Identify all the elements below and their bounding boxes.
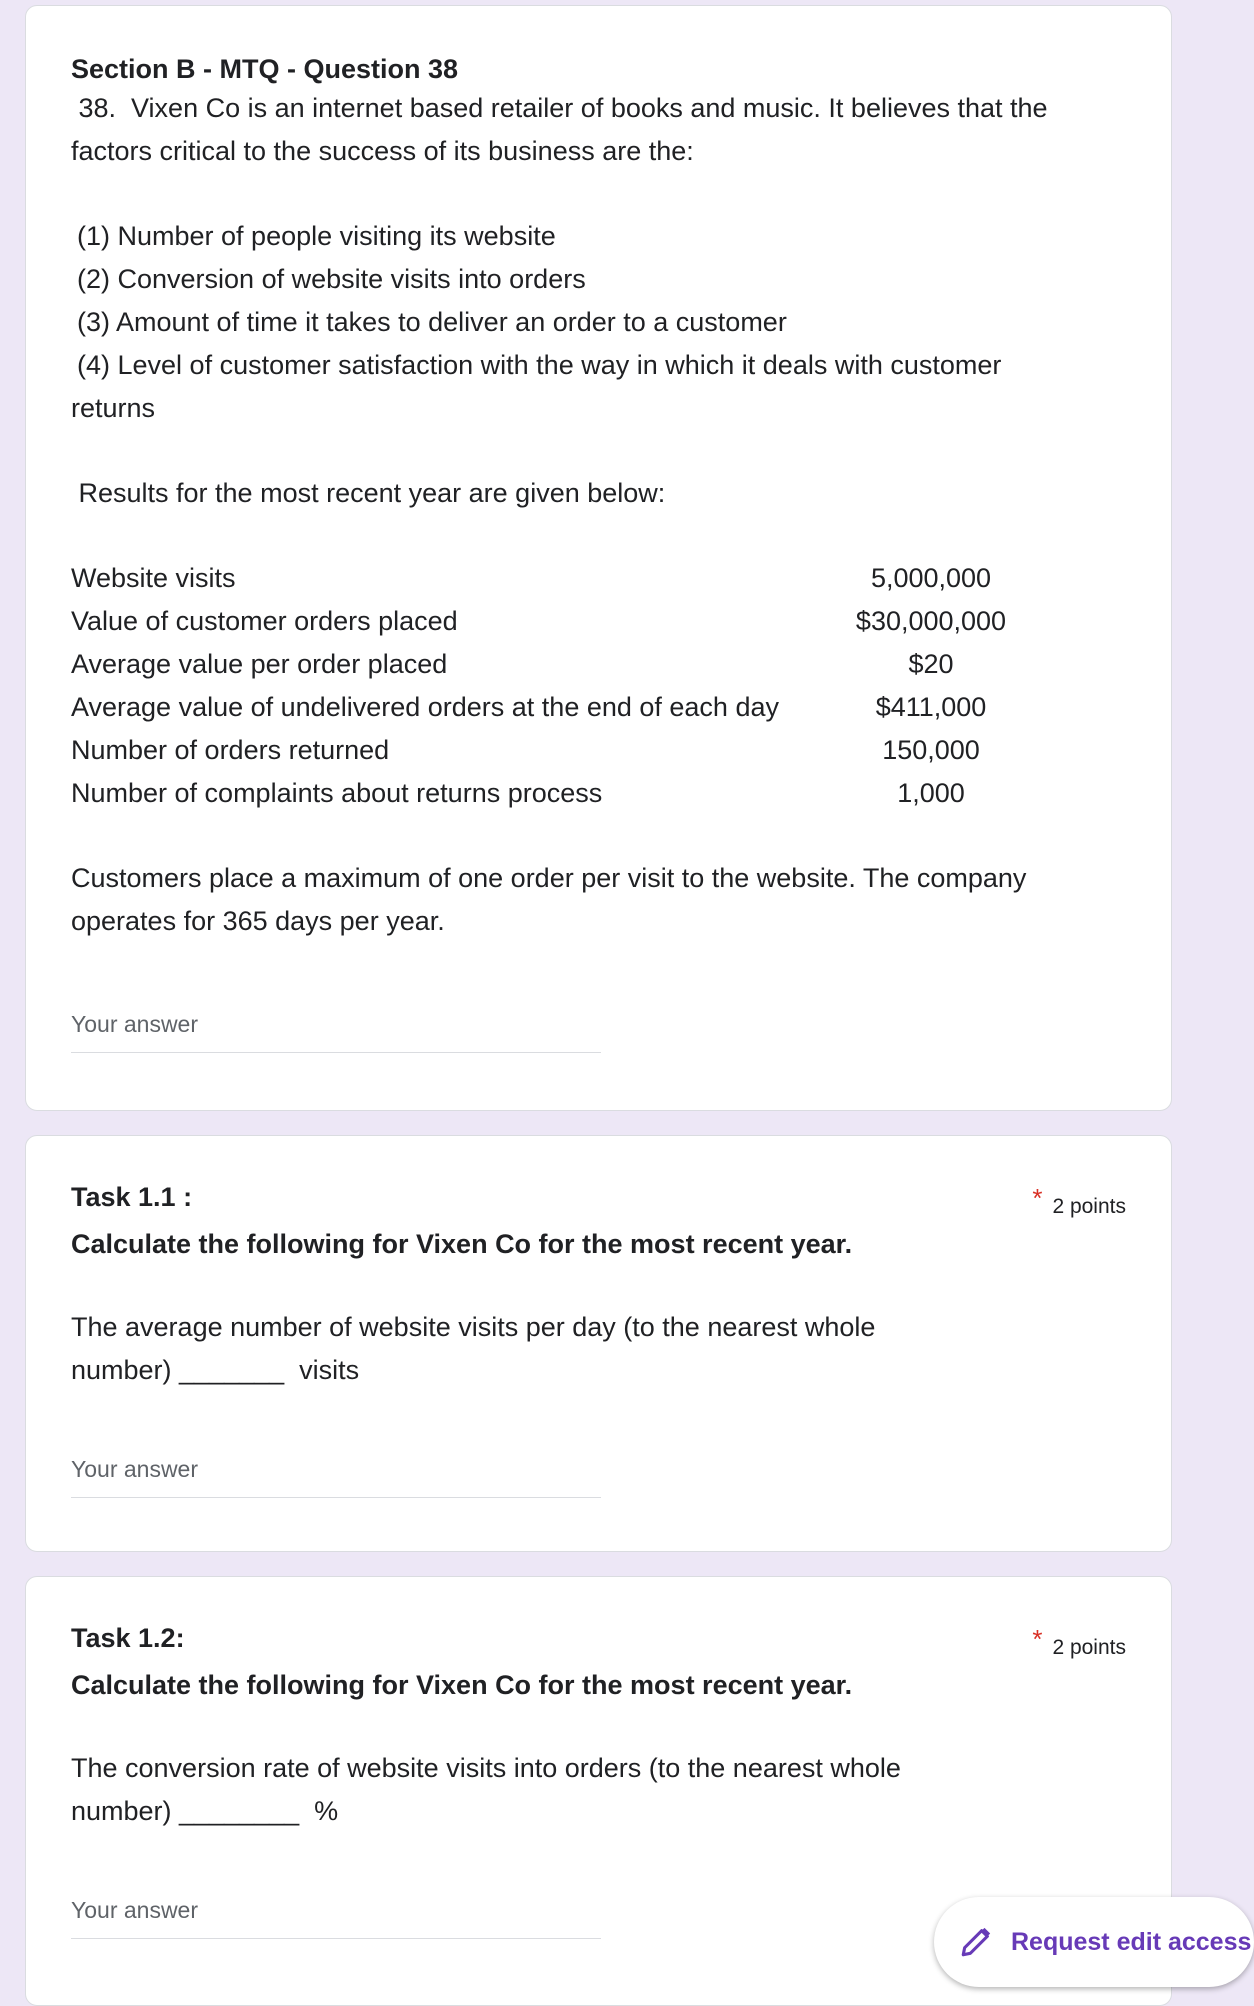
task-question: The average number of website visits per day (to the nearest whole [71,1312,876,1342]
task-title: Task 1.1 : [71,1182,193,1212]
row-value: $30,000,000 [855,606,1007,636]
answer-input[interactable]: Your answer [71,1011,601,1053]
task-question: number) ________ % [71,1796,339,1826]
factor-item: (1) Number of people visiting its website [77,221,556,251]
table-row [71,686,1126,729]
question-title: Section B - MTQ - Question 38 [71,54,459,84]
answer-input[interactable]: Your answer [71,1897,601,1939]
table-row [71,600,1126,643]
factor-item: (2) Conversion of website visits into orders [77,264,586,294]
row-value: $411,000 [875,692,987,722]
row-value: 150,000 [882,735,980,765]
row-label: Website visits [71,563,236,593]
task-question: The conversion rate of website visits into orders (to the nearest whole [71,1753,901,1783]
row-label: Number of complaints about returns process [71,778,603,808]
factor-item-cont: returns [71,393,156,423]
question-card [25,5,1172,1111]
results-intro: Results for the most recent year are given below: [71,478,666,508]
row-value: 1,000 [897,778,965,808]
row-label: Number of orders returned [71,735,390,765]
factor-item: (3) Amount of time it takes to deliver an order to a customer [77,307,787,337]
note-line: operates for 365 days per year. [71,906,445,936]
points-value: 2 points [1052,1636,1126,1659]
task-1-1-card [25,1135,1172,1552]
intro-line: 38. Vixen Co is an internet based retailer of books and music. It believes that the [71,93,1048,123]
task-question: number) _______ visits [71,1355,360,1385]
request-edit-access-button[interactable] [934,1897,1254,1987]
row-value: 5,000,000 [870,563,992,593]
required-asterisk: * [1032,1624,1043,1654]
task-subtitle: Calculate the following for Vixen Co for the most recent year. [71,1670,853,1700]
row-label: Average value of undelivered orders at the end of each day [71,692,779,722]
table-row [71,557,1126,600]
table-row [71,729,1126,772]
pencil-icon [959,1925,993,1959]
row-value: $20 [908,649,954,679]
task-title: Task 1.2: [71,1623,185,1653]
table-row [71,643,1126,686]
note-line: Customers place a maximum of one order per visit to the website. The company [71,863,1027,893]
required-asterisk: * [1032,1183,1043,1213]
task-subtitle: Calculate the following for Vixen Co for the most recent year. [71,1229,853,1259]
table-row [71,772,1126,815]
row-label: Value of customer orders placed [71,606,458,636]
factor-item: (4) Level of customer satisfaction with the way in which it deals with customer [77,350,1002,380]
question-content [71,54,1126,943]
task-content [71,1182,1126,1392]
request-edit-access-label: Request edit access [1011,1927,1252,1956]
intro-line: factors critical to the success of its business are the: [71,136,694,166]
task-content [71,1623,1126,1833]
results-table [71,557,1126,815]
answer-input[interactable]: Your answer [71,1456,601,1498]
row-label: Average value per order placed [71,649,448,679]
points-value: 2 points [1052,1195,1126,1218]
